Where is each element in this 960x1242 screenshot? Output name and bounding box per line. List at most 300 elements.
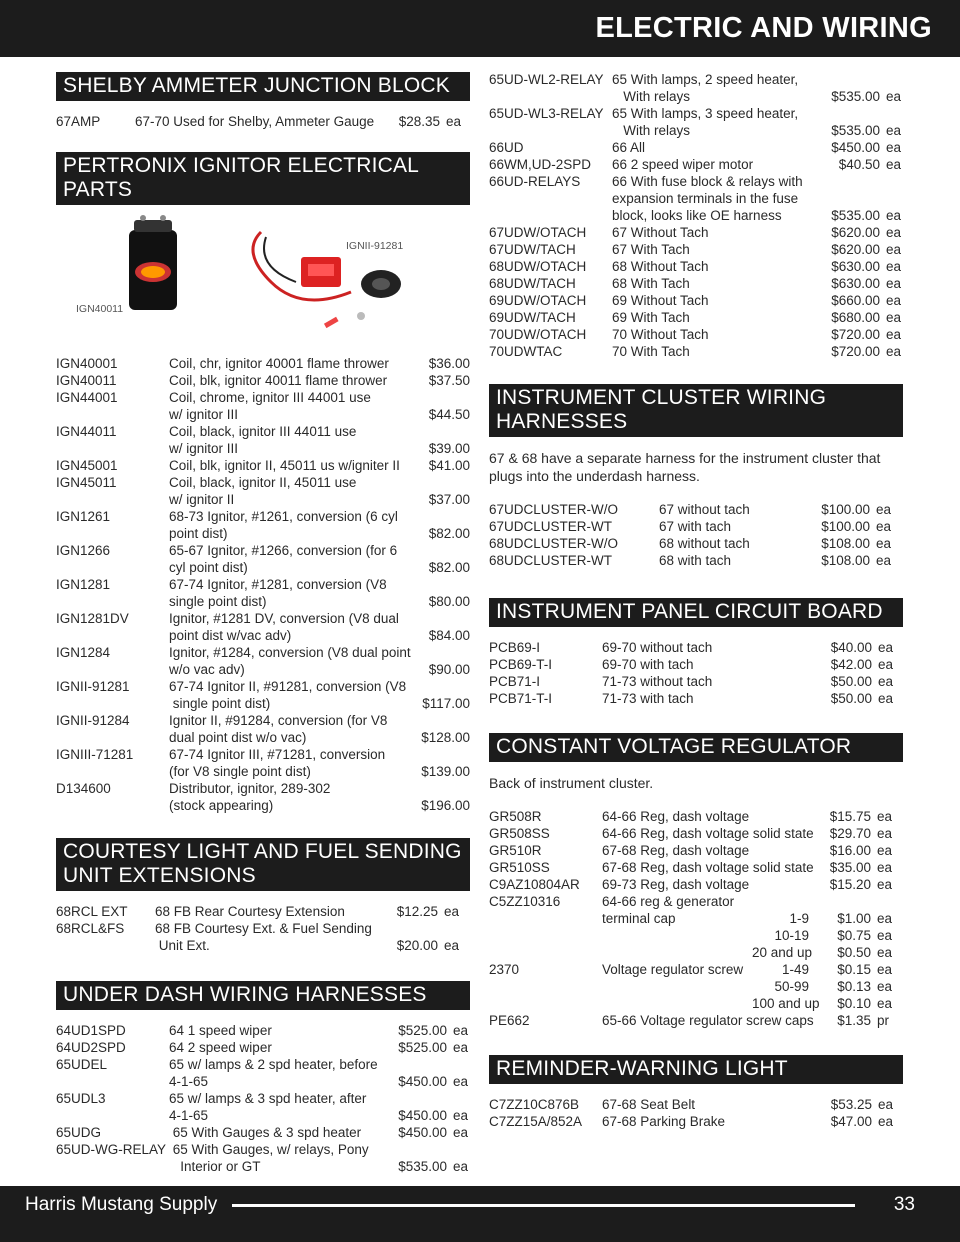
description-line: 65-66 Voltage regulator screw caps — [602, 1013, 814, 1028]
part-description — [602, 876, 752, 893]
page-title: ELECTRIC AND WIRING — [595, 12, 932, 44]
table-row — [489, 876, 903, 893]
description-line: 67 With Tach — [612, 242, 690, 257]
unit: ea — [453, 1159, 469, 1174]
price: $15.20 — [829, 877, 871, 892]
description-line: 65 w/ lamps & 2 spd heater, before — [169, 1057, 378, 1072]
price: $139.00 — [421, 764, 470, 779]
part-number: GR510R — [489, 843, 542, 858]
table-row — [489, 961, 903, 978]
part-description — [602, 639, 802, 656]
price: $0.15 — [837, 962, 871, 977]
part-number: IGN40011 — [56, 373, 117, 388]
description-line: 68-73 Ignitor, #1261, conversion (6 cyl — [169, 509, 398, 524]
price: $535.00 — [831, 123, 880, 138]
price: $620.00 — [831, 242, 880, 257]
description-line: 65 w/ lamps & 3 spd heater, after — [169, 1091, 367, 1106]
part-description — [602, 944, 752, 961]
part-description — [612, 258, 822, 275]
table-row — [56, 372, 470, 389]
part-number — [489, 944, 602, 961]
part-number: GR508R — [489, 809, 542, 824]
unit: ea — [877, 826, 893, 841]
price: $39.00 — [428, 441, 470, 456]
description-line: 64-66 Reg, dash voltage solid state — [602, 826, 814, 841]
price: $535.00 — [398, 1159, 447, 1174]
price: $720.00 — [831, 327, 880, 342]
description-line: 69 Without Tach — [612, 293, 709, 308]
part-number: IGN45001 — [56, 458, 118, 473]
price: $128.00 — [421, 730, 470, 745]
section-instrument-panel — [489, 598, 903, 707]
part-number: GR510SS — [489, 860, 550, 875]
unit: ea — [876, 519, 892, 534]
part-number: D134600 — [56, 781, 111, 796]
table-row — [489, 673, 903, 690]
part-number: PCB69-I — [489, 640, 541, 655]
price: $535.00 — [831, 208, 880, 223]
description-line: Coil, black, ignitor II, 45011 use — [169, 475, 357, 490]
table-row — [489, 825, 903, 842]
part-number: PCB71-T-I — [489, 691, 553, 706]
price: $90.00 — [428, 662, 470, 677]
table-row — [56, 712, 470, 746]
description-line: 66 2 speed wiper motor — [612, 157, 754, 172]
description-line: 69-73 Reg, dash voltage — [602, 877, 750, 892]
unit: ea — [444, 904, 460, 919]
price: $0.50 — [837, 945, 871, 960]
description-line: terminal cap — [602, 911, 676, 926]
price: $50.00 — [830, 674, 872, 689]
description-line: 64-66 reg & generator — [602, 894, 735, 909]
part-description — [602, 842, 752, 859]
price: $117.00 — [422, 696, 470, 711]
description-line: 67-70 Used for Shelby, Ammeter Gauge — [135, 114, 375, 129]
part-number: IGN1261 — [56, 509, 111, 524]
part-number: 65UD-WG-RELAY — [56, 1142, 167, 1157]
price: $80.00 — [428, 594, 470, 609]
part-description — [169, 712, 417, 746]
part-description — [602, 1096, 802, 1113]
price: $20.00 — [396, 938, 438, 953]
page-number: 33 — [893, 1194, 915, 1215]
part-description — [169, 746, 417, 780]
price: $0.13 — [837, 979, 871, 994]
part-number: IGN1266 — [56, 543, 111, 558]
table-row — [489, 978, 903, 995]
price: $37.00 — [428, 492, 470, 507]
table-row — [489, 1113, 903, 1130]
description-line: 64 1 speed wiper — [169, 1023, 272, 1038]
table-row — [56, 1141, 470, 1175]
section-note: Back of instrument cluster. — [489, 775, 654, 791]
table-row — [489, 292, 903, 309]
description-line: 67-74 Ignitor III, #71281, conversion — [169, 747, 386, 762]
part-number: 67UDCLUSTER-WT — [489, 519, 613, 534]
part-number: C7ZZ10C876B — [489, 1097, 580, 1112]
section-title: COURTESY LIGHT AND FUEL SENDING UNIT EXTENSIONS — [56, 838, 470, 891]
part-description — [612, 156, 822, 173]
part-number — [489, 995, 602, 1012]
part-description — [155, 903, 395, 920]
description-line: w/ ignitor III — [169, 441, 239, 456]
table-row — [489, 71, 903, 105]
table-row — [56, 355, 470, 372]
part-number: 67UDW/OTACH — [489, 225, 587, 240]
table-row — [489, 275, 903, 292]
price: $525.00 — [398, 1023, 447, 1038]
section-title: INSTRUMENT CLUSTER WIRING HARNESSES — [489, 384, 903, 437]
unit: ea — [877, 877, 893, 892]
price: $50.00 — [830, 691, 872, 706]
part-number: 66UD — [489, 140, 524, 155]
unit: ea — [878, 640, 894, 655]
part-description — [169, 474, 417, 508]
table-row — [489, 639, 903, 656]
unit: ea — [886, 344, 902, 359]
price: $37.50 — [428, 373, 470, 388]
description-line: Coil, blk, ignitor II, 45011 us w/igniter II — [169, 458, 400, 473]
part-description — [659, 518, 809, 535]
unit: ea — [876, 553, 892, 568]
part-number: IGN45011 — [56, 475, 117, 490]
price: $82.00 — [428, 560, 470, 575]
section-pertronix — [56, 152, 470, 217]
description-line: 68 FB Rear Courtesy Extension — [155, 904, 345, 919]
table-row — [489, 656, 903, 673]
unit: ea — [877, 979, 893, 994]
description-line: w/ ignitor II — [169, 492, 235, 507]
table-row — [489, 927, 903, 944]
table-row — [56, 746, 470, 780]
part-number: IGNII-91281 — [56, 679, 130, 694]
price: $680.00 — [831, 310, 880, 325]
description-line: 68 FB Courtesy Ext. & Fuel Sending — [155, 921, 372, 936]
unit: ea — [886, 157, 902, 172]
table-row — [56, 610, 470, 644]
part-description — [169, 644, 417, 678]
price: $40.50 — [838, 157, 880, 172]
table-row — [489, 893, 903, 927]
part-description — [169, 1056, 395, 1090]
table-row — [56, 576, 470, 610]
description-line: 70 With Tach — [612, 344, 690, 359]
part-number: PE662 — [489, 1013, 530, 1028]
part-number: 64UD1SPD — [56, 1023, 126, 1038]
part-number: 70UDW/OTACH — [489, 327, 587, 342]
description-line: 69-70 with tach — [602, 657, 694, 672]
part-description — [612, 275, 822, 292]
price: $450.00 — [831, 140, 880, 155]
price: $450.00 — [398, 1074, 447, 1089]
part-number: 68UDCLUSTER-W/O — [489, 536, 619, 551]
part-number: 67UDCLUSTER-W/O — [489, 502, 619, 517]
section-title: PERTRONIX IGNITOR ELECTRICAL PARTS — [56, 152, 470, 205]
description-line: 68 Without Tach — [612, 259, 709, 274]
part-number: IGN40001 — [56, 356, 118, 371]
unit: ea — [453, 1074, 469, 1089]
table-row — [489, 501, 903, 518]
table-row — [56, 1039, 470, 1056]
description-line: point dist w/vac adv) — [169, 628, 292, 643]
part-description — [602, 893, 752, 927]
unit: ea — [886, 208, 902, 223]
part-description — [602, 978, 752, 995]
description-line: w/o vac adv) — [169, 662, 245, 677]
part-description — [612, 343, 822, 360]
table-row — [56, 1090, 470, 1124]
price: $525.00 — [398, 1040, 447, 1055]
part-number: IGN44011 — [56, 424, 117, 439]
part-number: 65UD-WL2-RELAY — [489, 72, 604, 87]
company-name: Harris Mustang Supply — [25, 1194, 218, 1215]
table-row — [56, 1022, 470, 1039]
table-row — [489, 139, 903, 156]
price: $620.00 — [831, 225, 880, 240]
description-line: 68 without tach — [659, 536, 750, 551]
part-number: C9AZ10804AR — [489, 877, 580, 892]
description-line: Coil, chrome, ignitor III 44001 use — [169, 390, 371, 405]
part-number: 65UDG — [56, 1125, 102, 1140]
part-number: C7ZZ15A/852A — [489, 1114, 583, 1129]
part-description — [169, 1141, 395, 1175]
price: $630.00 — [831, 276, 880, 291]
description-line: 66 With fuse block & relays with — [612, 174, 803, 189]
part-number: IGNIII-71281 — [56, 747, 134, 762]
part-number — [489, 978, 602, 995]
description-line: 67 Without Tach — [612, 225, 709, 240]
unit: ea — [878, 657, 894, 672]
table-row — [489, 518, 903, 535]
description-line: Unit Ext. — [155, 938, 210, 953]
table-row — [56, 542, 470, 576]
table-row — [489, 258, 903, 275]
quantity-tier: 1-9 — [789, 911, 809, 926]
section-title: SHELBY AMMETER JUNCTION BLOCK — [56, 72, 470, 101]
part-description — [612, 309, 822, 326]
description-line: 71-73 without tach — [602, 674, 713, 689]
ignition-coil-image — [56, 212, 470, 347]
table-row — [56, 1056, 470, 1090]
part-number: IGN44001 — [56, 390, 118, 405]
part-description — [602, 1113, 802, 1130]
quantity-tier: 20 and up — [752, 945, 813, 960]
price: $16.00 — [829, 843, 871, 858]
part-description — [659, 535, 809, 552]
part-description — [169, 508, 417, 542]
section-instrument-cluster — [489, 384, 903, 569]
price: $0.75 — [837, 928, 871, 943]
table-row — [489, 241, 903, 258]
part-number: C5ZZ10316 — [489, 894, 561, 909]
unit: ea — [878, 691, 894, 706]
part-description — [169, 423, 417, 457]
unit: ea — [877, 962, 893, 977]
description-line: Ignitor II, #91284, conversion (for V8 — [169, 713, 388, 728]
unit: ea — [453, 1040, 469, 1055]
description-line: Coil, blk, ignitor 40011 flame thrower — [169, 373, 388, 388]
table-row — [489, 173, 903, 224]
table-row — [56, 457, 470, 474]
coil-image-label: IGN40011 — [76, 303, 124, 315]
part-number: 66WM,UD-2SPD — [489, 157, 592, 172]
price: $35.00 — [829, 860, 871, 875]
price: $660.00 — [831, 293, 880, 308]
part-description — [169, 389, 417, 423]
unit: ea — [886, 310, 902, 325]
unit: pr — [877, 1013, 890, 1028]
part-description — [612, 292, 822, 309]
unit: ea — [877, 860, 893, 875]
part-description — [612, 105, 822, 139]
price: $535.00 — [831, 89, 880, 104]
unit: ea — [886, 225, 902, 240]
table-row — [489, 842, 903, 859]
unit: ea — [877, 928, 893, 943]
page-footer — [0, 1186, 960, 1242]
part-description — [612, 139, 822, 156]
unit: ea — [877, 996, 893, 1011]
unit: ea — [886, 293, 902, 308]
part-description — [169, 1022, 395, 1039]
description-line: expansion terminals in the fuse — [612, 191, 799, 206]
product-images — [56, 212, 470, 347]
table-row — [56, 113, 470, 130]
part-description — [612, 71, 822, 105]
table-row — [56, 903, 470, 920]
description-line: 65-67 Ignitor, #1266, conversion (for 6 — [169, 543, 398, 558]
price: $40.00 — [830, 640, 872, 655]
part-description — [155, 920, 395, 954]
part-number: PCB69-T-I — [489, 657, 553, 672]
price: $28.35 — [398, 114, 440, 129]
unit: ea — [886, 327, 902, 342]
part-description — [612, 173, 822, 224]
description-line: Voltage regulator screw — [602, 962, 744, 977]
price: $196.00 — [421, 798, 470, 813]
part-number: IGNII-91284 — [56, 713, 130, 728]
description-line: 71-73 with tach — [602, 691, 694, 706]
part-number: 68RCL EXT — [56, 904, 128, 919]
section-title: UNDER DASH WIRING HARNESSES — [56, 981, 470, 1010]
price: $100.00 — [821, 502, 870, 517]
description-line: w/ ignitor III — [169, 407, 239, 422]
part-number: IGN1281DV — [56, 611, 129, 626]
description-line: 66 All — [612, 140, 646, 155]
page-header-bar — [0, 0, 960, 57]
description-line: 67-68 Reg, dash voltage — [602, 843, 750, 858]
table-row — [489, 995, 903, 1012]
part-description — [659, 552, 809, 569]
price: $44.50 — [428, 407, 470, 422]
part-description — [602, 825, 814, 842]
description-line: single point dist) — [169, 696, 271, 711]
description-line: point dist) — [169, 526, 228, 541]
description-line: 67-68 Parking Brake — [602, 1114, 726, 1129]
quantity-tier: 10-19 — [774, 928, 809, 943]
description-line: Distributor, ignitor, 289-302 — [169, 781, 331, 796]
part-description — [169, 610, 417, 644]
part-description — [169, 542, 417, 576]
section-title: REMINDER-WARNING LIGHT — [489, 1055, 903, 1084]
part-number: 68UDW/OTACH — [489, 259, 587, 274]
unit: ea — [878, 674, 894, 689]
part-number: PCB71-I — [489, 674, 541, 689]
table-row — [489, 944, 903, 961]
part-number: 68UDCLUSTER-WT — [489, 553, 613, 568]
part-description — [169, 1039, 395, 1056]
description-line: 65 With lamps, 3 speed heater, — [612, 106, 799, 121]
table-row — [489, 309, 903, 326]
table-row — [489, 224, 903, 241]
unit: ea — [446, 114, 462, 129]
price: $720.00 — [831, 344, 880, 359]
table-row — [489, 535, 903, 552]
part-description — [602, 673, 802, 690]
price: $108.00 — [821, 536, 870, 551]
table-row — [489, 1012, 903, 1029]
part-number: 69UDW/TACH — [489, 310, 576, 325]
price: $36.00 — [428, 356, 470, 371]
section-title: INSTRUMENT PANEL CIRCUIT BOARD — [489, 598, 903, 627]
unit: ea — [886, 259, 902, 274]
pertronix-parts-list — [56, 355, 470, 814]
unit: ea — [878, 1114, 894, 1129]
unit: ea — [886, 140, 902, 155]
description-line: cyl point dist) — [169, 560, 248, 575]
price: $41.00 — [428, 458, 470, 473]
part-description — [169, 372, 417, 389]
part-description — [169, 1124, 395, 1141]
quantity-tier: 1-49 — [781, 962, 809, 977]
part-description — [169, 1090, 395, 1124]
description-line: 69 With Tach — [612, 310, 690, 325]
part-description — [169, 678, 417, 712]
part-description — [612, 326, 822, 343]
description-line: (for V8 single point dist) — [169, 764, 311, 779]
description-line: (stock appearing) — [169, 798, 274, 813]
description-line: Interior or GT — [169, 1159, 261, 1174]
section-under-dash-continued — [489, 71, 903, 360]
description-line: 4-1-65 — [169, 1108, 209, 1123]
description-line: 65 With lamps, 2 speed heater, — [612, 72, 799, 87]
section-under-dash — [56, 981, 470, 1175]
unit: ea — [886, 242, 902, 257]
price: $42.00 — [830, 657, 872, 672]
unit: ea — [886, 89, 902, 104]
table-row — [489, 105, 903, 139]
quantity-tier: 50-99 — [774, 979, 809, 994]
description-line: 4-1-65 — [169, 1074, 209, 1089]
section-voltage-regulator — [489, 733, 903, 1029]
part-description — [169, 576, 417, 610]
description-line — [602, 944, 752, 961]
description-line: 67-74 Ignitor, #1281, conversion (V8 — [169, 577, 387, 592]
price: $1.35 — [837, 1013, 871, 1028]
table-row — [56, 644, 470, 678]
description-line: 68 With Tach — [612, 276, 690, 291]
table-row — [56, 1124, 470, 1141]
description-line: 67-74 Ignitor II, #91281, conversion (V8 — [169, 679, 407, 694]
part-description — [602, 1012, 814, 1029]
part-number: 65UD-WL3-RELAY — [489, 106, 604, 121]
description-line — [602, 995, 752, 1012]
part-description — [602, 808, 752, 825]
part-description — [602, 656, 802, 673]
description-line: 67-68 Seat Belt — [602, 1097, 696, 1112]
unit: ea — [453, 1023, 469, 1038]
price: $84.00 — [428, 628, 470, 643]
